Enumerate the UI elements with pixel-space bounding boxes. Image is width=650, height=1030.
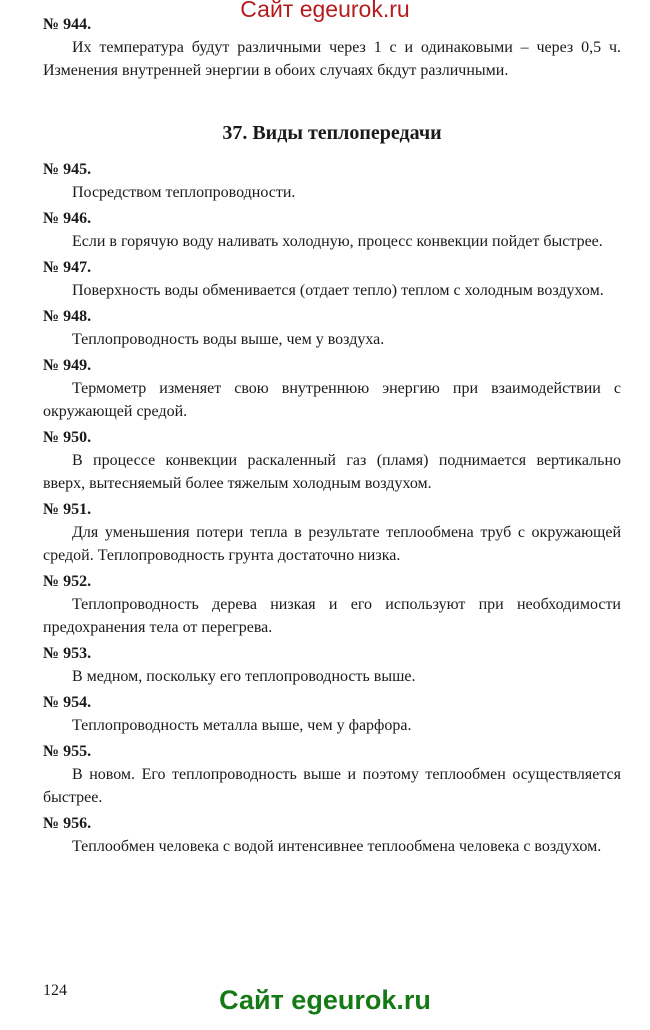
entry-number: № 947. bbox=[43, 259, 92, 276]
entry-text: Если в горячую воду наливать холодную, процесс конвекции пойдет быстрее. bbox=[72, 233, 603, 250]
entry-953 bbox=[43, 643, 621, 688]
entry-text: Термометр изменяет свою внутреннюю энергию при взаимодействии с окружающей средой. bbox=[43, 380, 621, 420]
entry-946 bbox=[43, 208, 621, 253]
entry-number: № 952. bbox=[43, 573, 92, 590]
entry-text: Поверхность воды обменивается (отдает тепло) теплом с холодным воздухом. bbox=[72, 282, 604, 299]
entry-954 bbox=[43, 692, 621, 737]
page-number: 124 bbox=[43, 982, 67, 999]
entry-text: Теплопроводность воды выше, чем у воздуха. bbox=[72, 331, 385, 348]
entry-949 bbox=[43, 355, 621, 423]
entry-948 bbox=[43, 306, 621, 351]
entry-number: № 956. bbox=[43, 815, 92, 832]
entry-950 bbox=[43, 427, 621, 495]
entry-956 bbox=[43, 813, 621, 858]
page-content bbox=[43, 14, 621, 862]
entry-947 bbox=[43, 257, 621, 302]
entry-number: № 951. bbox=[43, 501, 92, 518]
entry-number: № 944. bbox=[43, 16, 92, 33]
entry-text: Теплопроводность дерева низкая и его используют при необходимости предохранения тела от перегрева. bbox=[43, 596, 621, 636]
entry-text: В медном, поскольку его теплопроводность выше. bbox=[72, 668, 416, 685]
entry-text: Их температура будут различными через 1 с и одинаковыми – через 0,5 ч. Изменения внутренней энергии в обоих случаях бкдут различными. bbox=[43, 39, 621, 79]
watermark-bottom: Сайт egeurok.ru bbox=[219, 985, 431, 1015]
entry-number: № 954. bbox=[43, 694, 92, 711]
entry-number: № 949. bbox=[43, 357, 92, 374]
entry-952 bbox=[43, 571, 621, 639]
entry-number: № 946. bbox=[43, 210, 92, 227]
entry-text: Посредством теплопроводности. bbox=[72, 184, 296, 201]
entry-text: В новом. Его теплопроводность выше и поэтому теплообмен осуществляется быстрее. bbox=[43, 766, 621, 806]
entry-951 bbox=[43, 499, 621, 567]
entry-text: Теплообмен человека с водой интенсивнее теплообмена человека с воздухом. bbox=[72, 838, 602, 855]
entry-number: № 945. bbox=[43, 161, 92, 178]
entry-955 bbox=[43, 741, 621, 809]
entry-text: В процессе конвекции раскаленный газ (пламя) поднимается вертикально вверх, вытесняемый более тяжелым холодным воздухом. bbox=[43, 452, 621, 492]
entry-944 bbox=[43, 14, 621, 82]
entry-number: № 948. bbox=[43, 308, 92, 325]
entry-text: Для уменьшения потери тепла в результате теплообмена труб с окружающей средой. Теплопроводность грунта достаточно низка. bbox=[43, 524, 621, 564]
entry-945 bbox=[43, 159, 621, 204]
entry-number: № 950. bbox=[43, 429, 92, 446]
entry-text: Теплопроводность металла выше, чем у фарфора. bbox=[72, 717, 412, 734]
section-title: 37. Виды теплопередачи bbox=[222, 122, 442, 144]
entry-number: № 955. bbox=[43, 743, 92, 760]
watermark-top: Сайт egeurok.ru bbox=[240, 0, 410, 22]
entry-number: № 953. bbox=[43, 645, 92, 662]
